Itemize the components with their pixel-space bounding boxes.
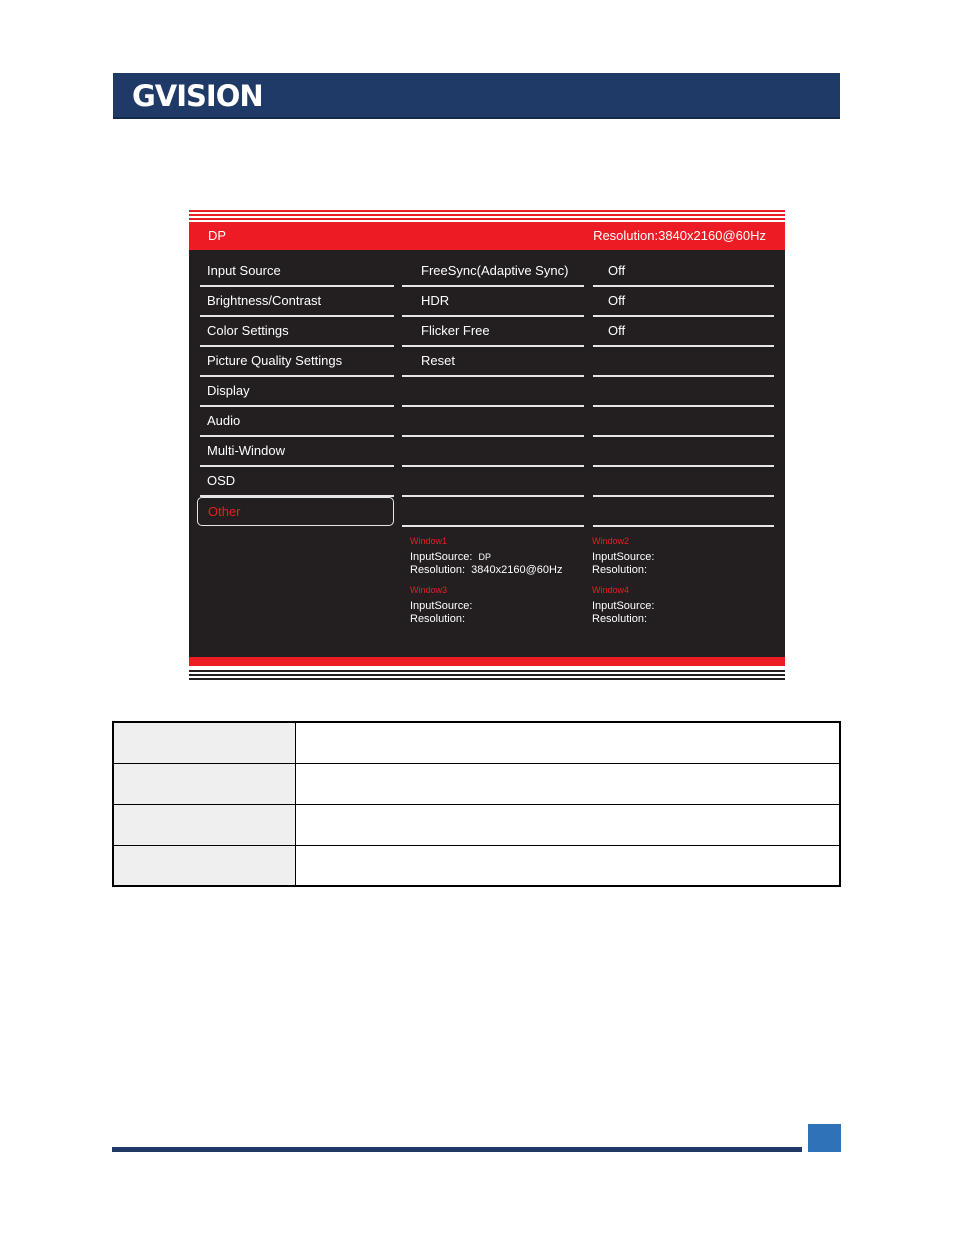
window-input-row: InputSource: <box>592 551 655 563</box>
osd-submenu-values <box>593 257 774 527</box>
menu-item-brightness-contrast[interactable]: Brightness/Contrast <box>200 287 394 317</box>
window-input-row: InputSource: DP <box>410 551 492 563</box>
menu-item-audio[interactable]: Audio <box>200 407 394 437</box>
osd-frame-top <box>189 210 785 222</box>
table-row <box>114 764 839 805</box>
table-cell-name <box>114 723 296 763</box>
menu-item-input-source[interactable]: Input Source <box>200 257 394 287</box>
table-row <box>114 723 839 764</box>
value-empty <box>593 437 774 467</box>
page-number-box <box>808 1124 841 1152</box>
osd-main-menu <box>200 257 394 526</box>
submenu-item-flicker-free[interactable]: Flicker Free <box>402 317 584 347</box>
table-cell-name <box>114 846 296 885</box>
menu-item-multi-window[interactable]: Multi-Window <box>200 437 394 467</box>
window-resolution-row: Resolution: 3840x2160@60Hz <box>410 564 563 576</box>
osd-header <box>189 222 785 250</box>
window-title: Window3 <box>410 585 448 595</box>
brand-logo: GVISION <box>132 79 263 113</box>
table-row <box>114 846 839 885</box>
value-empty <box>593 377 774 407</box>
window-resolution-row: Resolution: <box>592 564 648 576</box>
window-resolution-row: Resolution: <box>410 613 466 625</box>
window-input-row: InputSource: <box>592 600 655 612</box>
menu-item-other[interactable]: Other <box>197 497 394 526</box>
window4-info <box>592 584 654 626</box>
value-freesync[interactable]: Off <box>593 257 774 287</box>
table-cell-name <box>114 805 296 845</box>
osd-frame-bottom <box>189 666 785 682</box>
window-resolution-value: 3840x2160@60Hz <box>471 564 563 576</box>
window-resolution-row: Resolution: <box>592 613 648 625</box>
value-flicker-free[interactable]: Off <box>593 317 774 347</box>
window-title: Window2 <box>592 536 630 546</box>
menu-item-display[interactable]: Display <box>200 377 394 407</box>
value-empty <box>593 467 774 497</box>
brand-banner <box>113 73 840 119</box>
window1-info <box>410 535 562 577</box>
submenu-item-freesync[interactable]: FreeSync(Adaptive Sync) <box>402 257 584 287</box>
submenu-item-empty <box>402 407 584 437</box>
menu-item-osd[interactable]: OSD <box>200 467 394 497</box>
osd-screen <box>189 222 785 666</box>
osd-footer-bar <box>189 657 785 666</box>
submenu-item-empty <box>402 497 584 527</box>
osd-resolution: Resolution:3840x2160@60Hz <box>593 228 766 243</box>
submenu-item-hdr[interactable]: HDR <box>402 287 584 317</box>
footer-rule <box>112 1147 802 1152</box>
table-row <box>114 805 839 846</box>
window-title: Window1 <box>410 536 448 546</box>
osd-input-source: DP <box>208 228 227 243</box>
submenu-item-empty <box>402 377 584 407</box>
menu-item-picture-quality[interactable]: Picture Quality Settings <box>200 347 394 377</box>
table-cell-name <box>114 764 296 804</box>
value-empty <box>593 347 774 377</box>
menu-item-color-settings[interactable]: Color Settings <box>200 317 394 347</box>
window3-info <box>410 584 472 626</box>
submenu-item-empty <box>402 437 584 467</box>
window-input-value: DP <box>478 552 492 562</box>
window-input-row: InputSource: <box>410 600 473 612</box>
value-empty <box>593 497 774 527</box>
window2-info <box>592 535 654 577</box>
value-hdr[interactable]: Off <box>593 287 774 317</box>
submenu-item-empty <box>402 467 584 497</box>
submenu-item-reset[interactable]: Reset <box>402 347 584 377</box>
value-empty <box>593 407 774 437</box>
window-title: Window4 <box>592 585 630 595</box>
settings-table <box>112 721 841 887</box>
osd-submenu <box>402 257 584 527</box>
